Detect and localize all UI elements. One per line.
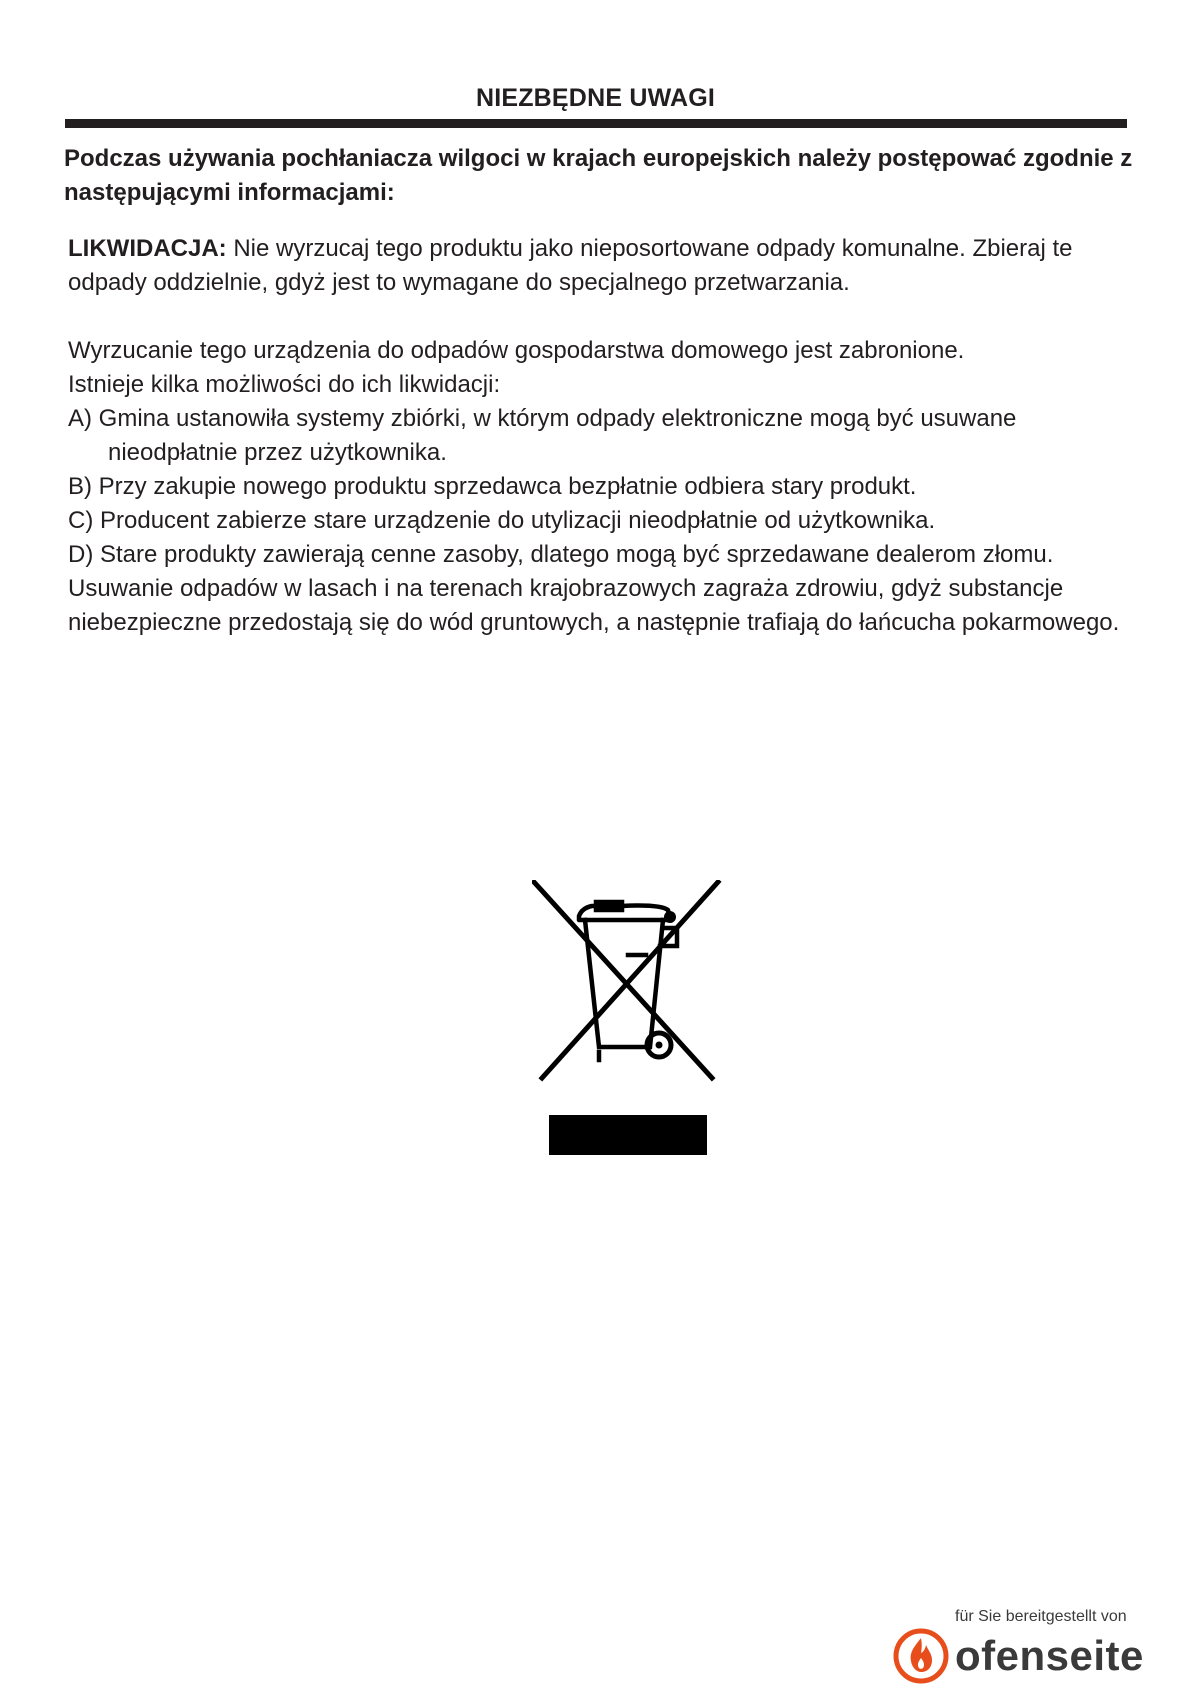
title-divider: [65, 119, 1127, 128]
disposal-details: [68, 334, 1128, 640]
ofenseite-logo[interactable]: [893, 1628, 1144, 1684]
option-c: C) Producent zabierze stare urządzenie do utylizacji nieodpłatnie od użytkownika.: [68, 507, 936, 534]
brand-name: ofenseite: [955, 1632, 1144, 1679]
disposal-text: Nie wyrzucaj tego produktu jako nieposortowane odpady komunalne. Zbieraj te: [226, 235, 1073, 262]
disposal-line: odpady oddzielnie, gdyż jest to wymagane do specjalnego przetwarzania.: [68, 269, 850, 296]
page-title: NIEZBĘDNE UWAGI: [475, 84, 716, 112]
warning-line: Usuwanie odpadów w lasach i na terenach krajobrazowych zagraża zdrowiu, gdyż substancje: [68, 575, 1064, 602]
intro-paragraph: [64, 142, 1134, 210]
option-b: B) Przy zakupie nowego produktu sprzedawca bezpłatnie odbiera stary produkt.: [68, 473, 917, 500]
details-line: Istnieje kilka możliwości do ich likwidacji:: [68, 371, 501, 398]
weee-date-bar: [549, 1115, 707, 1155]
disposal-paragraph: [68, 232, 1128, 300]
warning-line: niebezpieczne przedostają się do wód gruntowych, a następnie trafiają do łańcucha pokarmowego.: [68, 609, 1120, 636]
option-a: A) Gmina ustanowiła systemy zbiórki, w którym odpady elektroniczne mogą być usuwane: [68, 405, 1017, 432]
intro-line: Podczas używania pochłaniacza wilgoci w krajach europejskich należy postępować zgodnie z: [64, 145, 1133, 172]
disposal-line: [68, 232, 1128, 266]
intro-line: następującymi informacjami:: [64, 179, 395, 206]
disposal-label: LIKWIDACJA:: [68, 235, 227, 262]
option-a-continued: nieodpłatnie przez użytkownika.: [108, 439, 447, 466]
flame-logo-icon: [893, 1628, 949, 1684]
crossed-out-wheelie-bin-icon: [532, 880, 722, 1082]
provided-by-text: für Sie bereitgestellt von: [955, 1608, 1127, 1625]
option-d: D) Stare produkty zawierają cenne zasoby, dlatego mogą być sprzedawane dealerom złomu.: [68, 541, 1054, 568]
details-line: Wyrzucanie tego urządzenia do odpadów gospodarstwa domowego jest zabronione.: [68, 337, 965, 364]
